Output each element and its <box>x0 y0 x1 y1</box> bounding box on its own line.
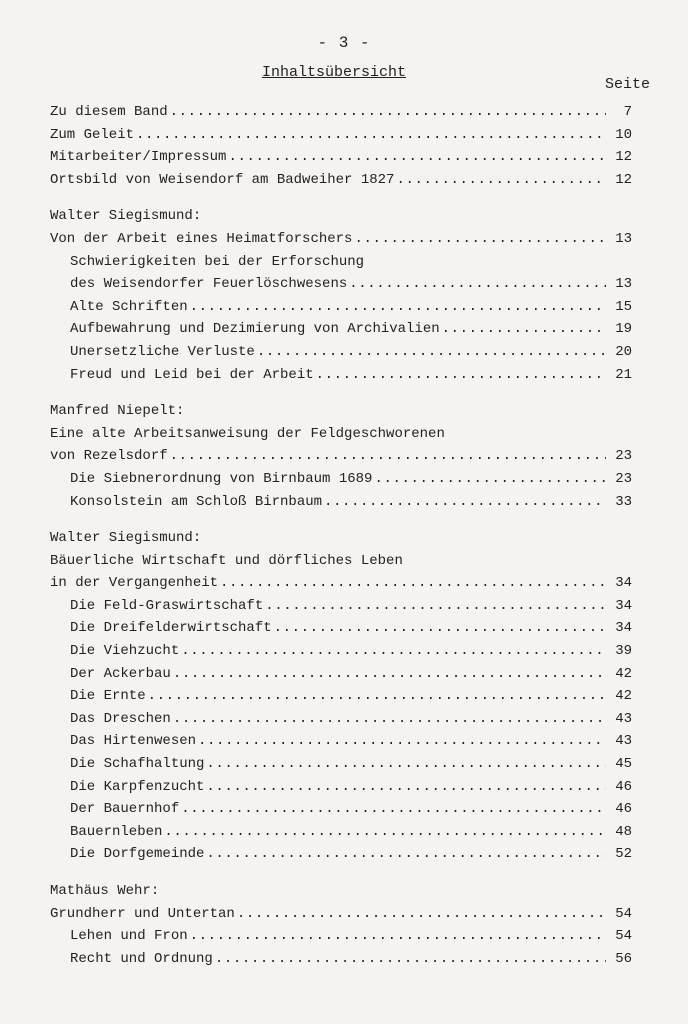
toc-subentry-line <box>50 254 632 277</box>
toc-entry <box>50 149 632 172</box>
toc-entry-page: 34 <box>615 597 632 614</box>
toc-entry-page: 10 <box>615 126 632 143</box>
leader-dots <box>220 575 606 591</box>
toc-entry-page: 54 <box>615 928 632 945</box>
toc-entry-title: Die Dreifelderwirtschaft <box>70 620 272 637</box>
toc-entry <box>50 231 632 254</box>
toc-entry-title: Grundherr und Untertan <box>50 905 235 922</box>
toc-entry-title: Die Viehzucht <box>70 643 180 660</box>
toc-entry-title: des Weisendorfer Feuerlöschwesens <box>70 276 348 293</box>
toc-subentry <box>50 756 632 779</box>
leader-dots <box>181 801 606 817</box>
leader-dots <box>136 127 606 143</box>
toc-entry-page: 42 <box>615 688 632 705</box>
toc-entry-title: Das Hirtenwesen <box>70 733 197 750</box>
toc-entry <box>50 127 632 150</box>
leader-dots <box>206 756 606 772</box>
toc-entry-title: Die Feld-Graswirtschaft <box>70 597 264 614</box>
toc-author <box>50 403 632 426</box>
toc-author <box>50 883 632 906</box>
toc-entry <box>50 448 632 471</box>
toc-entry <box>50 575 632 598</box>
toc-entry-page: 39 <box>615 643 632 660</box>
toc-subentry <box>50 711 632 734</box>
toc-entry-title: Mitarbeiter/Impressum <box>50 149 227 166</box>
toc-entry-title: Konsolstein am Schloß Birnbaum <box>70 493 323 510</box>
toc-subentry <box>50 801 632 824</box>
toc-subentry <box>50 666 632 689</box>
toc-entry-page: 46 <box>615 801 632 818</box>
toc-entry-title: Ortsbild von Weisendorf am Badweiher 1827 <box>50 171 395 188</box>
toc-entry-title: Die Schafhaltung <box>70 756 205 773</box>
page-column-header: Seite <box>604 76 650 93</box>
leader-dots <box>148 688 606 704</box>
toc-entry-title: Die Siebnerordnung von Birnbaum 1689 <box>70 470 373 487</box>
leader-dots <box>228 149 606 165</box>
toc-entry-title: Unersetzliche Verluste <box>70 343 255 360</box>
toc-entry-page: 43 <box>615 733 632 750</box>
leader-dots <box>198 733 606 749</box>
toc-entry-page: 33 <box>615 493 632 510</box>
toc-subentry <box>50 276 632 299</box>
toc-entry-title: Schwierigkeiten bei der Erforschung <box>70 253 365 270</box>
toc-entry-page: 19 <box>615 321 632 338</box>
leader-dots <box>173 711 606 727</box>
toc-subentry <box>50 779 632 802</box>
toc-entry-title: in der Vergangenheit <box>50 575 219 592</box>
author-name: Walter Siegismund: <box>50 530 202 547</box>
toc-subentry <box>50 643 632 666</box>
leader-dots <box>173 666 606 682</box>
page-number: - 3 - <box>317 34 371 52</box>
leader-dots <box>274 620 606 636</box>
leader-dots <box>257 344 606 360</box>
toc-entry-line <box>50 553 632 576</box>
toc-entry-title: Alte Schriften <box>70 298 188 315</box>
toc-subentry <box>50 367 632 390</box>
toc-subentry <box>50 321 632 344</box>
toc-entry-page: 21 <box>615 366 632 383</box>
toc-entry-page: 34 <box>615 575 632 592</box>
leader-dots <box>237 906 606 922</box>
author-name: Mathäus Wehr: <box>50 883 160 899</box>
toc-subentry <box>50 733 632 756</box>
toc-entry-page: 7 <box>623 104 632 120</box>
toc-entry-title: von Rezelsdorf <box>50 448 168 465</box>
toc-entry-title: Zum Geleit <box>50 126 135 143</box>
toc-entry <box>50 172 632 195</box>
toc-title: Inhaltsübersicht <box>261 64 407 81</box>
leader-dots <box>316 367 606 383</box>
toc-entry-page: 43 <box>615 710 632 727</box>
leader-dots <box>396 172 606 188</box>
toc-subentry <box>50 951 632 974</box>
toc-entry-page: 48 <box>615 823 632 840</box>
toc-entry-page: 34 <box>615 620 632 637</box>
toc-entry-page: 42 <box>615 665 632 682</box>
toc-subentry <box>50 471 632 494</box>
toc-entry-page: 52 <box>615 846 632 863</box>
toc-entry-page: 56 <box>615 950 632 967</box>
toc-entry-title: Von der Arbeit eines Heimatforschers <box>50 230 353 247</box>
toc-subentry <box>50 688 632 711</box>
toc-entry-page: 12 <box>615 171 632 188</box>
toc-entry-title: Lehen und Fron <box>70 928 188 945</box>
toc-subentry <box>50 824 632 847</box>
leader-dots <box>265 598 606 614</box>
toc-entry-title: Recht und Ordnung <box>70 950 213 967</box>
leader-dots <box>206 846 606 862</box>
toc-entry-title: Bäuerliche Wirtschaft und dörfliches Leben <box>50 552 403 569</box>
toc-entry-title: Eine alte Arbeitsanweisung der Feldgeschworenen <box>50 425 445 442</box>
toc-entry-title: Die Karpfenzucht <box>70 778 205 795</box>
toc-subentry <box>50 299 632 322</box>
toc-subentry <box>50 620 632 643</box>
table-of-contents <box>50 104 632 973</box>
toc-entry-page: 12 <box>615 149 632 166</box>
leader-dots <box>170 448 606 464</box>
toc-subentry <box>50 846 632 869</box>
leader-dots <box>190 928 606 944</box>
leader-dots <box>181 643 606 659</box>
leader-dots <box>324 494 606 510</box>
leader-dots <box>349 276 606 292</box>
toc-entry-page: 15 <box>615 298 632 315</box>
toc-entry-title: Aufbewahrung und Dezimierung von Archivalien <box>70 321 440 338</box>
leader-dots <box>164 824 606 840</box>
toc-author <box>50 530 632 553</box>
toc-entry-title: Der Ackerbau <box>70 665 171 682</box>
toc-entry-line <box>50 426 632 449</box>
toc-entry <box>50 104 632 127</box>
toc-entry-title: Bauernleben <box>70 823 163 840</box>
toc-subentry <box>50 494 632 517</box>
toc-subentry <box>50 344 632 367</box>
leader-dots <box>206 779 606 795</box>
leader-dots <box>442 321 606 337</box>
toc-entry-page: 13 <box>615 276 632 293</box>
toc-entry-page: 23 <box>615 470 632 487</box>
toc-entry-title: Die Dorfgemeinde <box>70 846 205 863</box>
toc-entry-page: 20 <box>615 343 632 360</box>
toc-entry-page: 46 <box>615 778 632 795</box>
toc-subentry <box>50 598 632 621</box>
toc-entry-page: 54 <box>615 905 632 922</box>
leader-dots <box>374 471 606 487</box>
toc-subentry <box>50 928 632 951</box>
leader-dots <box>170 104 606 120</box>
leader-dots <box>215 951 606 967</box>
toc-entry-page: 23 <box>615 448 632 465</box>
toc-entry-title: Die Ernte <box>70 688 146 705</box>
toc-entry-title: Der Bauernhof <box>70 801 180 818</box>
author-name: Manfred Niepelt: <box>50 403 185 420</box>
toc-entry-title: Zu diesem Band <box>50 104 168 120</box>
toc-entry-title: Das Dreschen <box>70 710 171 727</box>
leader-dots <box>354 231 606 247</box>
toc-entry-page: 13 <box>615 230 632 247</box>
toc-entry-page: 45 <box>615 756 632 773</box>
toc-entry-title: Freud und Leid bei der Arbeit <box>70 366 314 383</box>
leader-dots <box>190 299 606 315</box>
toc-author <box>50 208 632 231</box>
author-name: Walter Siegismund: <box>50 208 202 225</box>
toc-entry <box>50 906 632 929</box>
